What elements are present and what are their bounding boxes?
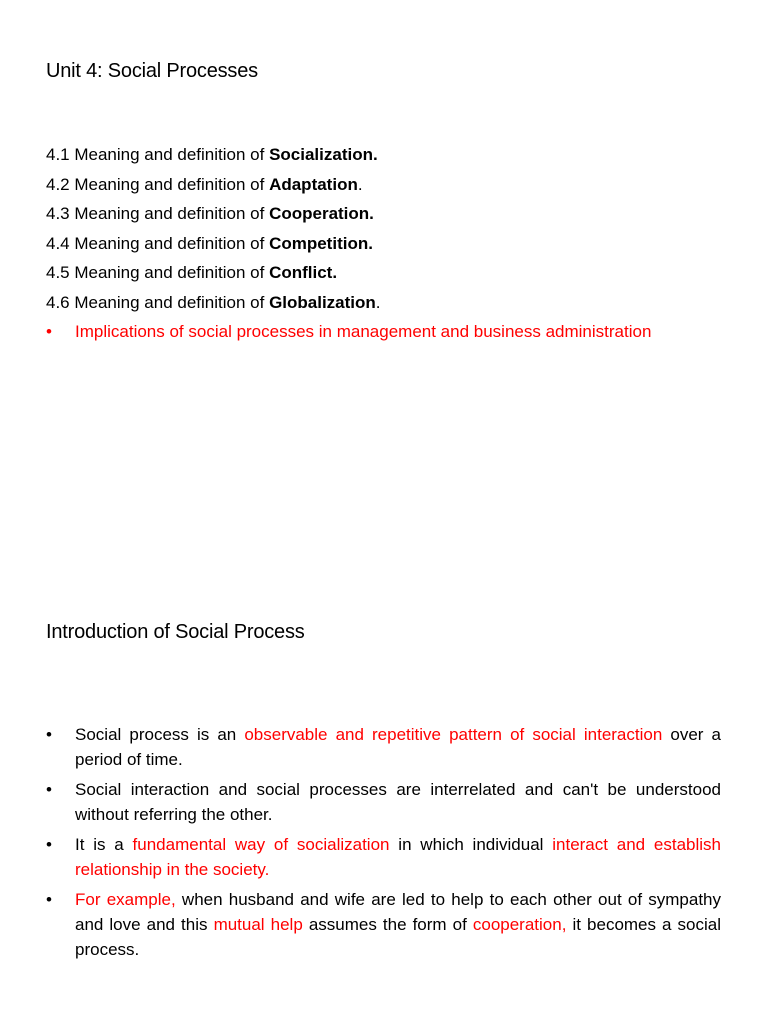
body-text: when husband and wife are led to help to each other out of sympathy and love and this xyxy=(75,890,722,934)
topic-item: 4.1 Meaning and definition of Socialization. xyxy=(46,145,378,164)
body-text: Social process is an xyxy=(75,725,245,744)
topic-item: 4.5 Meaning and definition of Conflict. xyxy=(46,263,338,283)
topic-item: 4.6 Meaning and definition of Globalization. xyxy=(46,292,381,312)
body-text: over a period of time. xyxy=(75,725,721,769)
body-text: it becomes a social process. xyxy=(75,915,722,959)
page-title: Unit 4: Social Processes xyxy=(46,60,258,82)
bullet-text xyxy=(75,777,721,827)
topic-item: 4.3 Meaning and definition of Cooperation. xyxy=(46,204,374,224)
body-text: in which individual xyxy=(389,835,553,854)
intro-bullet-item xyxy=(46,777,721,827)
intro-bullet-item xyxy=(46,722,721,772)
intro-bullet-item xyxy=(46,887,721,962)
bullet-point-icon: • xyxy=(46,725,52,744)
body-text: Social interaction and social processes are interrelated and can't be understood without referring the other. xyxy=(75,780,721,824)
bullet-point-icon: • xyxy=(46,322,52,341)
section-title: Introduction of Social Process xyxy=(46,621,305,643)
topic-item: 4.2 Meaning and definition of Adaptation. xyxy=(46,174,363,194)
highlighted-text: interact and establish relationship in the society. xyxy=(75,835,722,879)
highlighted-text: observable and repetitive pattern of social interaction xyxy=(244,725,663,744)
highlighted-text: For example, xyxy=(75,890,176,909)
body-text: It is a xyxy=(75,835,133,854)
intro-bullet-list xyxy=(46,722,721,967)
implications-text: Implications of social processes in management and business administration xyxy=(75,322,652,341)
bullet-point-icon: • xyxy=(46,780,52,799)
bullet-text xyxy=(75,887,721,962)
highlighted-text: cooperation, xyxy=(472,915,567,934)
topic-item: 4.4 Meaning and definition of Competition. xyxy=(46,233,373,253)
bullet-point-icon: • xyxy=(46,835,52,854)
highlighted-text: mutual help xyxy=(213,915,303,934)
implications-bullet xyxy=(46,319,755,345)
topic-list xyxy=(46,140,726,318)
body-text: assumes the form of xyxy=(302,915,473,934)
highlighted-text: fundamental way of socialization xyxy=(132,835,390,854)
bullet-text xyxy=(75,722,721,772)
bullet-point-icon: • xyxy=(46,890,52,909)
intro-bullet-item xyxy=(46,832,721,882)
slide-introduction xyxy=(0,512,768,1024)
bullet-text xyxy=(75,832,721,882)
